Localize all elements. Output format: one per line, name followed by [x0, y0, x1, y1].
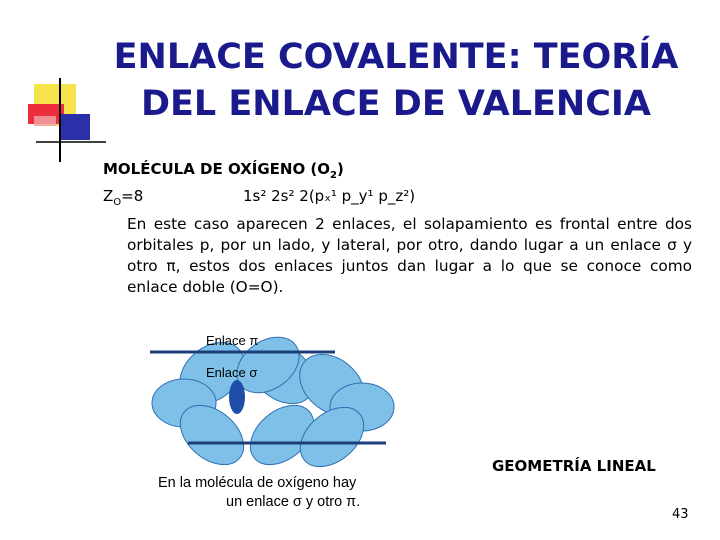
page-number: 43 — [672, 507, 689, 522]
title-line-1: ENLACE COVALENTE: TEORÍA — [113, 37, 679, 77]
z-value: =8 — [121, 187, 144, 205]
sigma-bond-overlap — [229, 380, 245, 414]
electron-config-line — [103, 187, 703, 208]
enlace-sigma-label: Enlace σ — [206, 365, 258, 380]
figure-caption — [158, 474, 380, 512]
explanation-paragraph: En este caso aparecen 2 enlaces, el solapamiento es frontal entre dos orbitales p, por un lado, y lateral, por otro, dando lugar a un enlace σ y otro π, estos dos enlaces juntos dan lugar a lo que se conoce como enlace doble (O=O). — [127, 215, 692, 296]
blue-square — [60, 114, 90, 140]
oxygen-orbital-diagram — [150, 325, 400, 475]
z-symbol: Z — [103, 187, 114, 205]
electron-configuration: 1s² 2s² 2(pₓ¹ p_y¹ p_z²) — [243, 187, 416, 205]
enlace-pi-label: Enlace π — [206, 333, 259, 348]
page-title — [90, 34, 702, 128]
caption-line-2: un enlace σ y otro π. — [226, 494, 361, 510]
section-subtitle — [103, 160, 344, 181]
subtitle-subscript: 2 — [330, 170, 338, 181]
subtitle-text: MOLÉCULA DE OXÍGENO (O — [103, 160, 331, 178]
caption-line-1: En la molécula de oxígeno hay — [158, 475, 357, 491]
title-line-2: DEL ENLACE DE VALENCIA — [140, 84, 652, 124]
geometry-label: GEOMETRÍA LINEAL — [492, 457, 656, 475]
subtitle-close: ) — [337, 160, 344, 178]
z-subscript: O — [113, 197, 122, 208]
